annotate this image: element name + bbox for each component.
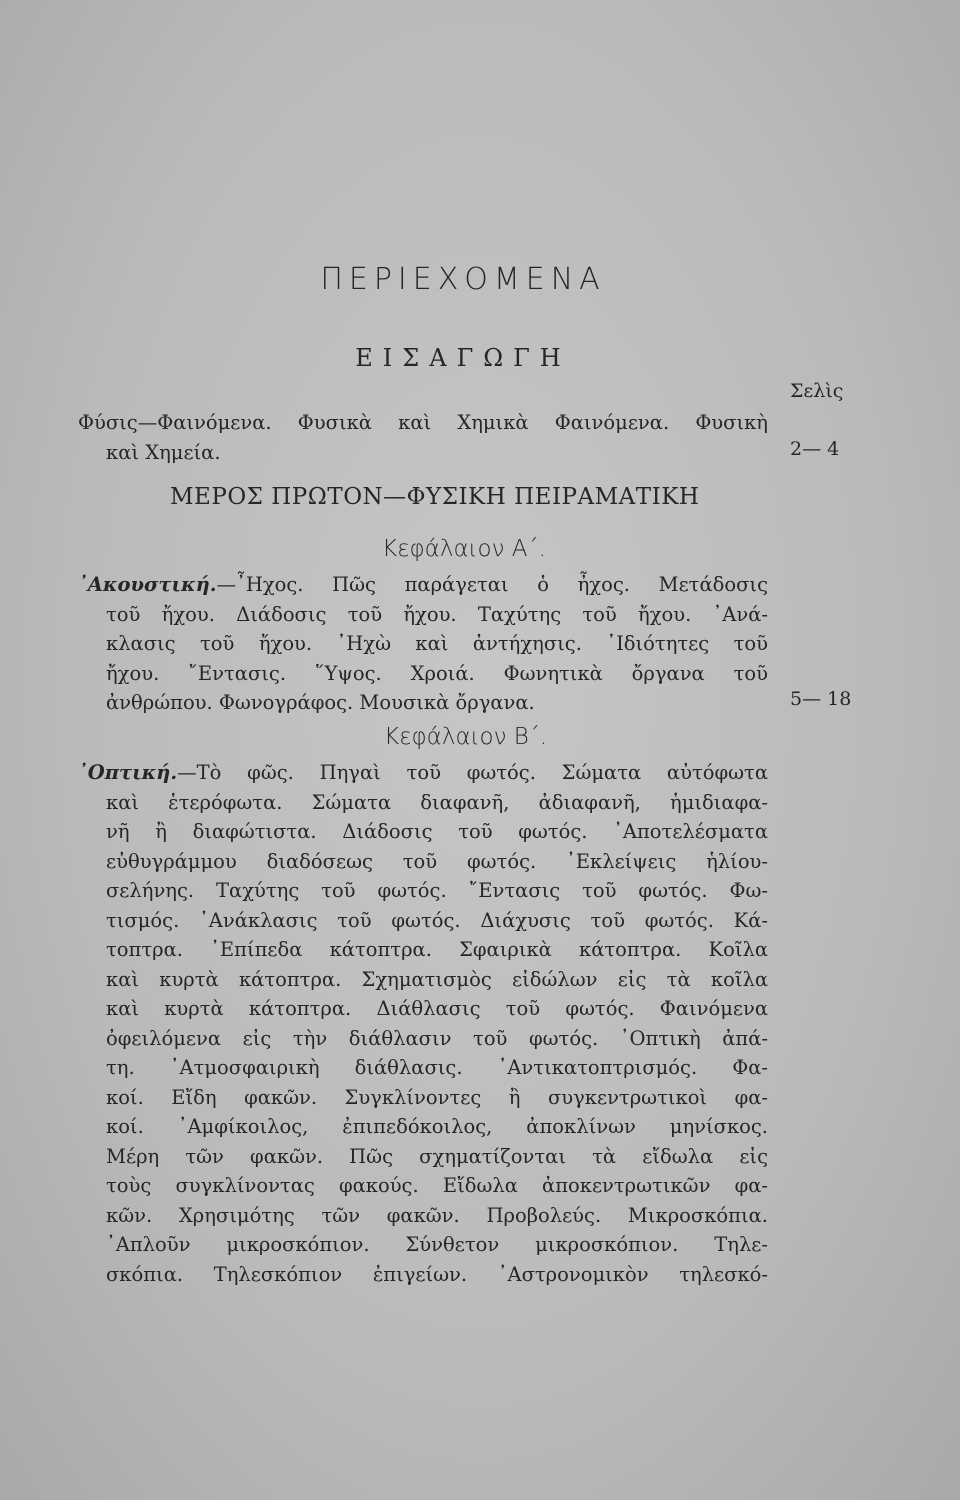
chapter-entry-acoustics <box>78 570 768 718</box>
entry-line: Μέρη τῶν φακῶν. Πῶς σχηματίζονται τὰ εἴδωλα εἰς <box>106 1144 768 1168</box>
entry-line: νῆ ἢ διαφώτιστα. Διάδοσις τοῦ φωτός. ᾽Αποτελέσματα <box>106 820 768 843</box>
entry-line: σελήνης. Ταχύτης τοῦ φωτός. ῎Εντασις τοῦ φωτός. Φω- <box>106 879 768 902</box>
entry-line: καὶ Χημεία. <box>106 440 221 464</box>
entry-line: κῶν. Χρησιμότης τῶν φακῶν. Προβολεύς. Μικροσκόπια. <box>106 1203 768 1227</box>
entry-line: τισμός. ᾽Ανάκλασις τοῦ φωτός. Διάχυσις τοῦ φωτός. Κά- <box>106 908 768 932</box>
chapter-term: ᾽Οπτική. <box>78 761 178 784</box>
entry-line: τοῦ ἤχου. Διάδοσις τοῦ ἤχου. Ταχύτης τοῦ ἤχου. ᾽Ανά- <box>106 602 768 626</box>
introduction-entry <box>78 408 768 467</box>
entry-line <box>78 758 768 788</box>
page-column-label: Σελὶς <box>790 380 844 402</box>
acoustics-page-range: 5— 18 <box>790 688 852 710</box>
chapter-heading: Κεφάλαιον Β΄. <box>384 724 548 750</box>
entry-line: σκόπια. Τηλεσκόπιον ἐπιγείων. ᾽Αστρονομικὸν τηλεσκό- <box>106 1262 768 1286</box>
chapter-entry-optics <box>78 758 768 1289</box>
entry-line: τοπτρα. ᾽Επίπεδα κάτοπτρα. Σφαιρικὰ κάτοπτρα. Κοῖλα <box>106 938 768 961</box>
entry-line: κοί. ᾽Αμφίκοιλος, ἐπιπεδόκοιλος, ἀποκλίνων μηνίσκος. <box>106 1115 768 1138</box>
chapter-heading: Κεφάλαιον Α΄. <box>382 536 546 562</box>
introduction-heading: ΕΙΣΑΓΩΓΗ <box>355 344 571 372</box>
entry-line <box>78 570 768 600</box>
entry-line-rest: —Τὸ φῶς. Πηγαὶ τοῦ φωτός. Σώματα αὐτόφωτα <box>177 761 768 784</box>
entry-line: καὶ ἑτερόφωτα. Σώματα διαφανῆ, ἀδιαφανῆ, ἡμιδιαφα- <box>106 790 768 814</box>
entry-line: τοὺς συγκλίνοντας φακούς. Εἴδωλα ἀποκεντρωτικῶν φα- <box>106 1174 768 1197</box>
entry-line: καὶ κυρτὰ κάτοπτρα. Σχηματισμὸς εἰδώλων εἰς τὰ κοῖλα <box>106 967 768 991</box>
entry-line: κλασις τοῦ ἤχου. ᾽Ηχὼ καὶ ἀντήχησις. ᾽Ιδιότητες τοῦ <box>106 632 768 655</box>
entry-line: κοί. Εἴδη φακῶν. Συγκλίνοντες ἢ συγκεντρωτικοὶ φα- <box>106 1085 768 1109</box>
entry-line: τη. ᾽Ατμοσφαιρικὴ διάθλασις. ᾽Αντικατοπτρισμός. Φα- <box>106 1056 768 1079</box>
entry-line: ᾽Απλοῦν μικροσκόπιον. Σύνθετον μικροσκόπιον. Τηλε- <box>106 1233 768 1256</box>
entry-line-rest: —῏Ηχος. Πῶς παράγεται ὁ ἦχος. Μετάδοσις <box>216 573 768 596</box>
introduction-page-range: 2— 4 <box>790 438 840 460</box>
entry-line: καὶ κυρτὰ κάτοπτρα. Διάθλασις τοῦ φωτός. Φαινόμενα <box>106 997 768 1020</box>
entry-line: εὐθυγράμμου διαδόσεως τοῦ φωτός. ᾽Εκλείψεις ἡλίου- <box>106 849 768 873</box>
entry-line: Φύσις—Φαινόμενα. Φυσικὰ καὶ Χημικὰ Φαινόμενα. Φυσικὴ <box>78 411 768 434</box>
contents-title: ΠΕΡΙΕΧΟΜΕΝΑ <box>320 262 606 297</box>
part-heading: ΜΕΡΟΣ ΠΡΩΤΟΝ—ΦΥΣΙΚΗ ΠΕΙΡΑΜΑΤΙΚΗ <box>170 484 700 510</box>
entry-line: ἤχου. ῎Εντασις. ῞Υψος. Χροιά. Φωνητικὰ ὄργανα τοῦ <box>106 661 768 685</box>
entry-line: ἀνθρώπου. Φωνογράφος. Μουσικὰ ὄργανα. <box>106 691 535 714</box>
chapter-term: ᾽Ακουστική. <box>78 573 217 596</box>
entry-line: ὀφειλόμενα εἰς τὴν διάθλασιν τοῦ φωτός. ᾽Οπτικὴ ἀπά- <box>106 1026 768 1050</box>
